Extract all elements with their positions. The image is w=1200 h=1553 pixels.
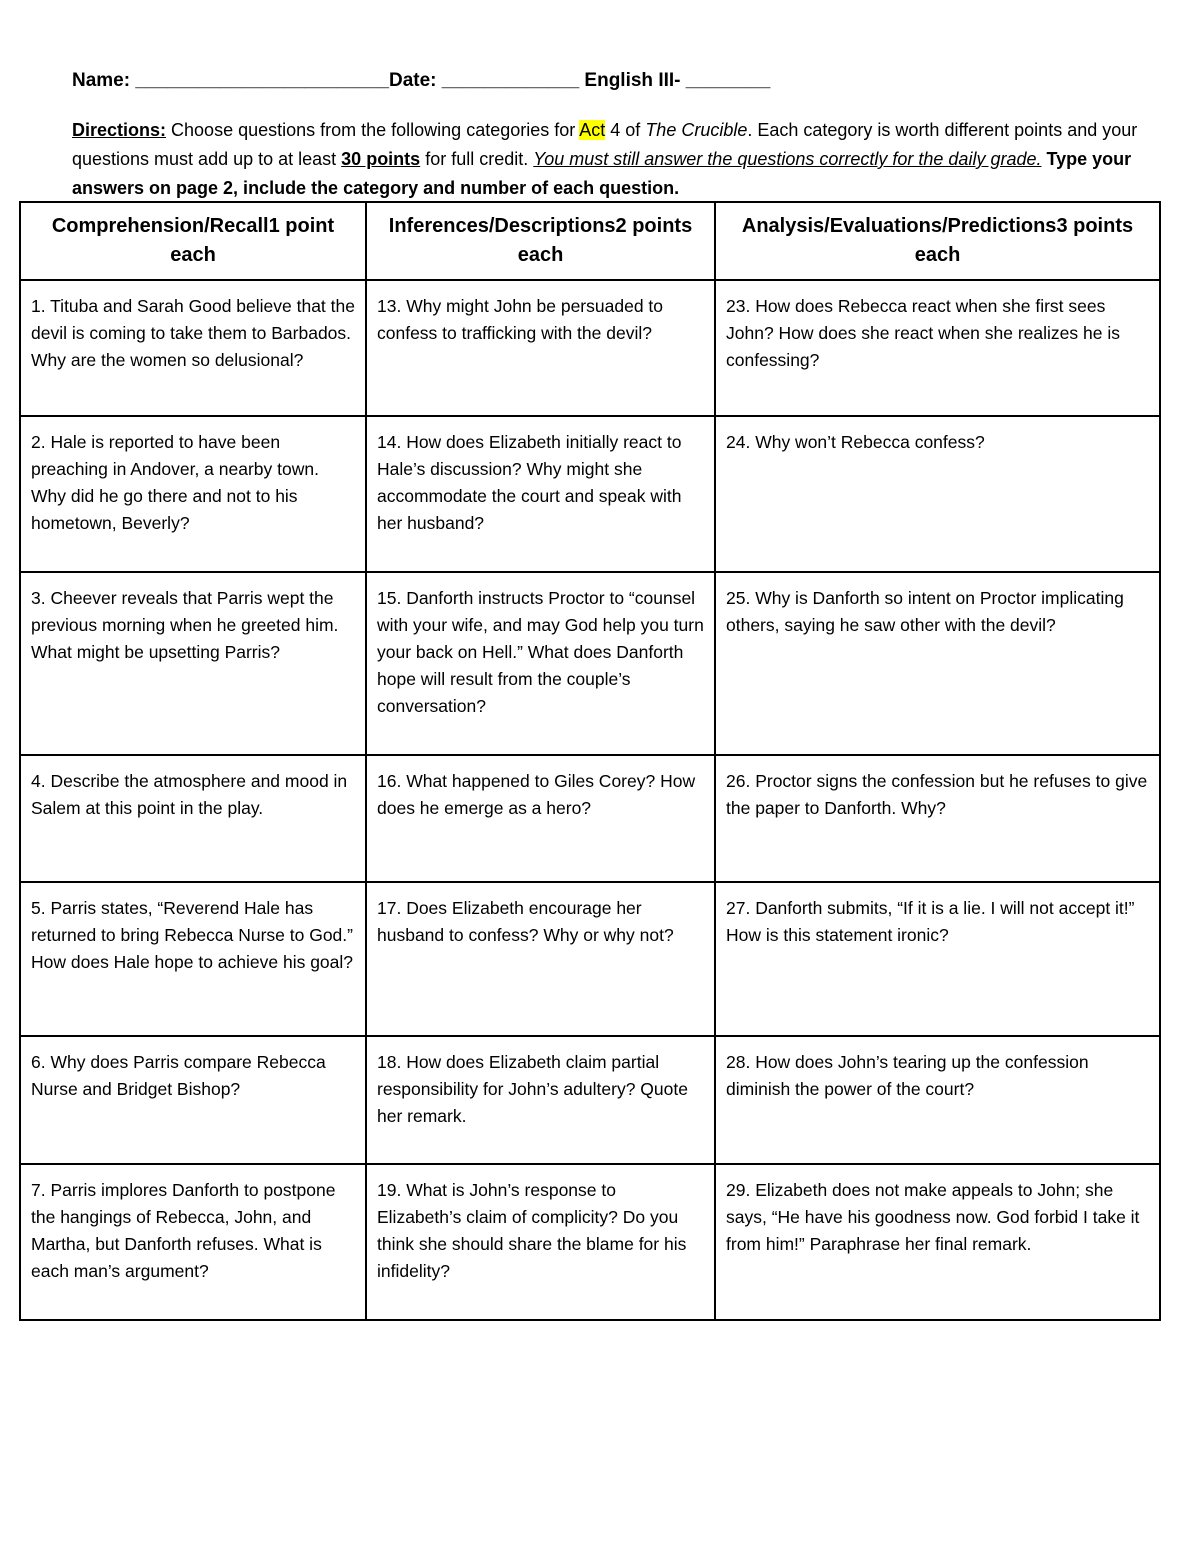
- directions-text: for full credit.: [420, 149, 534, 169]
- question-cell: 25. Why is Danforth so intent on Proctor implicating others, saying he saw other with the devil?: [715, 572, 1160, 755]
- question-cell: 5. Parris states, “Reverend Hale has returned to bring Rebecca Nurse to God.” How does Hale hope to achieve his goal?: [20, 882, 366, 1036]
- directions-paragraph: [72, 116, 1142, 203]
- category-header: [20, 202, 366, 280]
- question-cell: 28. How does John’s tearing up the confession diminish the power of the court?: [715, 1036, 1160, 1164]
- answer-instructions: Type your answers on page 2, include the category and number of each question.: [72, 149, 1132, 198]
- question-cell: 14. How does Elizabeth initially react to Hale’s discussion? Why might she accommodate the court and speak with her husband?: [366, 416, 715, 572]
- table-row: [20, 755, 1160, 882]
- directions-label: Directions:: [72, 120, 167, 140]
- question-cell: 29. Elizabeth does not make appeals to John; she says, “He have his goodness now. God forbid I take it from him!” Paraphrase her final remark.: [715, 1164, 1160, 1320]
- directions-text: 4 of: [605, 120, 646, 140]
- question-cell: 1. Tituba and Sarah Good believe that the devil is coming to take them to Barbados. Why are the women so delusional?: [20, 280, 366, 416]
- category-header: [715, 202, 1160, 280]
- question-cell: 17. Does Elizabeth encourage her husband to confess? Why or why not?: [366, 882, 715, 1036]
- question-cell: 19. What is John’s response to Elizabeth’s claim of complicity? Do you think she should share the blame for his infidelity?: [366, 1164, 715, 1320]
- category-header: [366, 202, 715, 280]
- date-label: Date:: [388, 70, 437, 91]
- table-row: [20, 572, 1160, 755]
- category-points: 1 point each: [170, 215, 335, 266]
- table-row: [20, 416, 1160, 572]
- question-cell: 24. Why won’t Rebecca confess?: [715, 416, 1160, 572]
- question-cell: 13. Why might John be persuaded to confess to trafficking with the devil?: [366, 280, 715, 416]
- directions-text: Choose questions from the following categories for: [166, 120, 580, 140]
- question-cell: 4. Describe the atmosphere and mood in Salem at this point in the play.: [20, 755, 366, 882]
- date-field[interactable]: _____________: [441, 70, 580, 91]
- act-highlight: Act: [579, 120, 606, 140]
- book-title: The Crucible: [645, 120, 748, 140]
- question-cell: 3. Cheever reveals that Parris wept the previous morning when he greeted him. What might be upsetting Parris?: [20, 572, 366, 755]
- category-points: 2 points each: [517, 215, 693, 266]
- table-row: [20, 280, 1160, 416]
- category-title: Comprehension/Recall: [51, 215, 269, 237]
- table-row: [20, 1164, 1160, 1320]
- question-cell: 2. Hale is reported to have been preaching in Andover, a nearby town. Why did he go there and not to his hometown, Beverly?: [20, 416, 366, 572]
- name-field[interactable]: ________________________: [135, 70, 389, 91]
- category-title: Analysis/Evaluations/Predictions: [741, 215, 1057, 237]
- question-cell: 27. Danforth submits, “If it is a lie. I will not accept it!” How is this statement ironic?: [715, 882, 1160, 1036]
- question-cell: 26. Proctor signs the confession but he refuses to give the paper to Danforth. Why?: [715, 755, 1160, 882]
- category-points: 3 points each: [914, 215, 1134, 266]
- category-header-row: [20, 202, 1160, 280]
- question-cell: 23. How does Rebecca react when she first sees John? How does she react when she realizes he is confessing?: [715, 280, 1160, 416]
- question-cell: 7. Parris implores Danforth to postpone the hangings of Rebecca, John, and Martha, but Danforth refuses. What is each man’s argument?: [20, 1164, 366, 1320]
- question-cell: 15. Danforth instructs Proctor to “counsel with your wife, and may God help you turn your back on Hell.” What does Danforth hope will result from the couple’s conversation?: [366, 572, 715, 755]
- directions-text: . Each category is worth different points and your questions must add up to at least: [72, 120, 1138, 169]
- points-required: 30 points: [341, 149, 421, 169]
- question-cell: 6. Why does Parris compare Rebecca Nurse and Bridget Bishop?: [20, 1036, 366, 1164]
- student-info-line: [72, 70, 1172, 92]
- question-cell: 18. How does Elizabeth claim partial responsibility for John’s adultery? Quote her remark.: [366, 1036, 715, 1164]
- table-row: [20, 1036, 1160, 1164]
- class-label: English III-: [584, 70, 681, 91]
- question-cell: 16. What happened to Giles Corey? How does he emerge as a hero?: [366, 755, 715, 882]
- table-row: [20, 882, 1160, 1036]
- name-label: Name:: [72, 70, 131, 91]
- question-table: [19, 201, 1161, 1321]
- category-title: Inferences/Descriptions: [388, 215, 616, 237]
- daily-grade-note: You must still answer the questions correctly for the daily grade.: [533, 149, 1042, 169]
- class-field[interactable]: ________: [685, 70, 771, 91]
